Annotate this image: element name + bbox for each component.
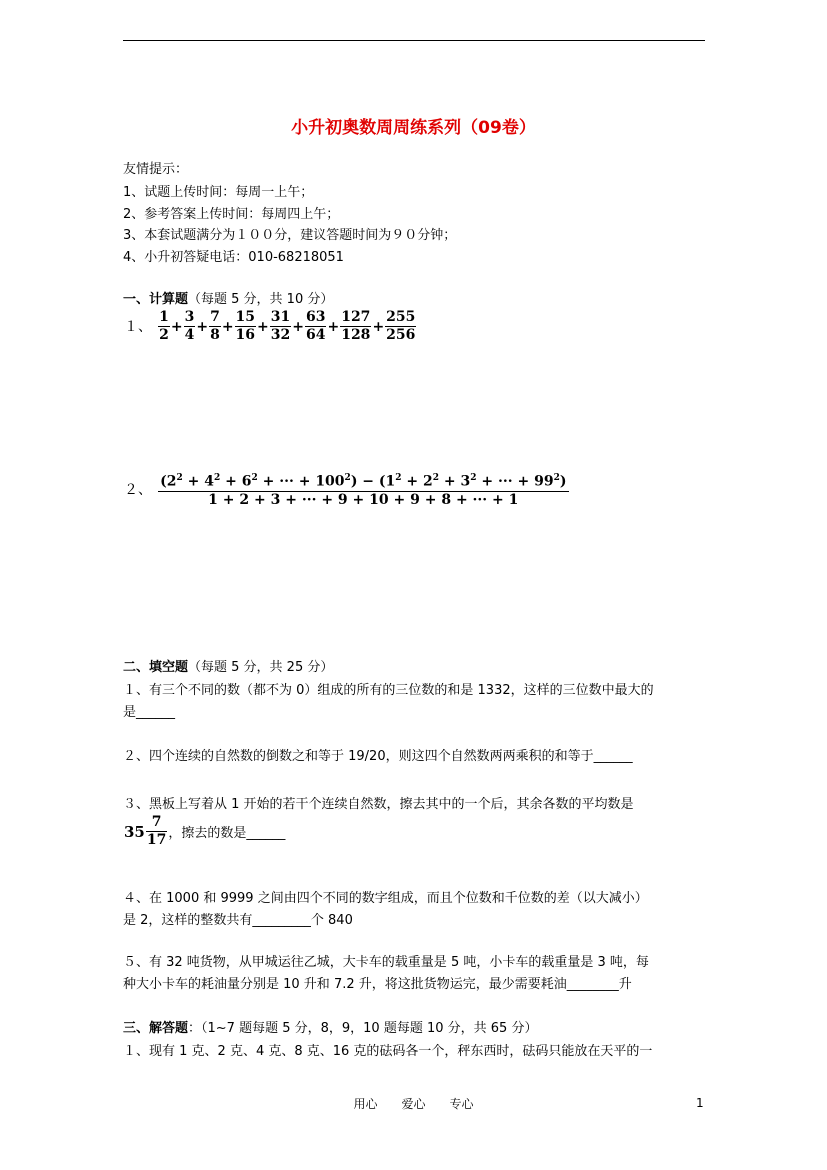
fill-question-4-line2: 是 2，这样的整数共有_________个 840 (123, 913, 353, 928)
page-title: 小升初奥数周周练系列（09卷） (291, 118, 536, 138)
section3-note: ：（1~7 题每题 5 分，8，9，10 题每题 10 分，共 65 分） (188, 1021, 538, 1036)
plus-sign: + (170, 318, 183, 335)
header-rule (123, 40, 705, 41)
fill-question-5-line1: ５、有 32 吨货物，从甲城运往乙城，大卡车的载重量是 5 吨，小卡车的载重量是 3 吨，每 (123, 955, 649, 970)
fraction-denominator: 1 + 2 + 3 + ··· + 9 + 10 + 9 + 8 + ··· + 1 (208, 491, 519, 508)
fill-question-1-line2: 是______ (123, 705, 176, 720)
tip-item: 4、小升初答疑电话：010-68218051 (123, 250, 344, 265)
fraction: $\frac{15}{16}$ (235, 309, 256, 343)
plus-sign: + (257, 318, 269, 335)
plus-sign: + (196, 318, 209, 335)
plus-sign: + (221, 318, 234, 335)
plus-sign: + (327, 318, 340, 335)
fill-question-3-line1: ３、黑板上写着从 1 开始的若干个连续自然数，擦去其中的一个后，其余各数的平均数是 (123, 797, 634, 812)
plus-sign: + (372, 318, 385, 335)
section3-heading (123, 1017, 537, 1036)
section2-title: 二、填空题 (123, 660, 189, 675)
question-number: １、 (124, 319, 152, 335)
fill-question-3-line2 (123, 814, 286, 849)
fraction: $\frac{63}{64}$ (305, 309, 326, 343)
fraction: $\frac{127}{128}$ (341, 309, 371, 343)
page-number: 1 (696, 1096, 704, 1110)
section2-note: （每题 5 分，共 25 分） (188, 660, 334, 675)
fill-question-5-line2: 种大小卡车的耗油量分别是 10 升和 7.2 升，将这批货物运完，最少需要耗油________升 (123, 977, 632, 992)
fraction: $\frac{255}{256}$ (386, 309, 416, 343)
calc-question-1 (123, 309, 416, 344)
section1-title: 一、计算题 (123, 292, 189, 307)
fraction: $\frac{31}{32}$ (270, 309, 291, 343)
question-number: ２、 (124, 482, 152, 499)
fill-question-4-line1: ４、在 1000 和 9999 之间由四个不同的数字组成，而且个位数和千位数的差（以大减小） (123, 891, 648, 906)
solve-question-1-line1: １、现有 1 克、2 克、4 克、8 克、16 克的砝码各一个，秤东西时，砝码只能放在天平的一 (123, 1044, 653, 1059)
tips-heading: 友情提示： (123, 162, 189, 177)
fraction-sum (158, 309, 416, 343)
tip-item: 2、参考答案上传时间：每周四上午； (123, 207, 340, 222)
fraction: $\frac{7}{8}$ (210, 309, 220, 343)
mixed-number-fraction: $\frac{7}{17}$ (146, 814, 167, 848)
fill-question-1-line1: １、有三个不同的数（都不为 0）组成的所有的三位数的和是 1332，这样的三位数中最大的 (123, 683, 654, 698)
section3-title: 三、解答题 (123, 1021, 189, 1036)
fraction: $\frac{3}{4}$ (184, 309, 195, 343)
tip-item: 3、本套试题满分为１００分，建议答题时间为９０分钟； (123, 228, 457, 243)
fraction-numerator: ($2^2 + 4^2 + 6^2$ + ··· + $100^2) - (1^2 + 2^2 + 3^2$ + ··· + $99^2$) (158, 470, 568, 492)
calc-question-2 (123, 470, 569, 509)
section2-heading (123, 656, 333, 675)
fraction: $\frac{1}{2}$ (159, 309, 169, 343)
fill-question-3-tail: ，擦去的数是______ (168, 826, 286, 841)
section1-heading (123, 288, 333, 307)
big-fraction (158, 470, 568, 509)
tip-item: 1、试题上传时间：每周一上午； (123, 185, 314, 200)
section1-note: （每题 5 分，共 10 分） (188, 292, 334, 307)
fill-question-2: ２、四个连续的自然数的倒数之和等于 19/20，则这四个自然数两两乘积的和等于______ (123, 749, 633, 764)
plus-sign: + (292, 318, 304, 335)
footer-motto: 用心 爱心 专心 (353, 1097, 474, 1111)
mixed-number-whole: 35 (124, 822, 145, 841)
